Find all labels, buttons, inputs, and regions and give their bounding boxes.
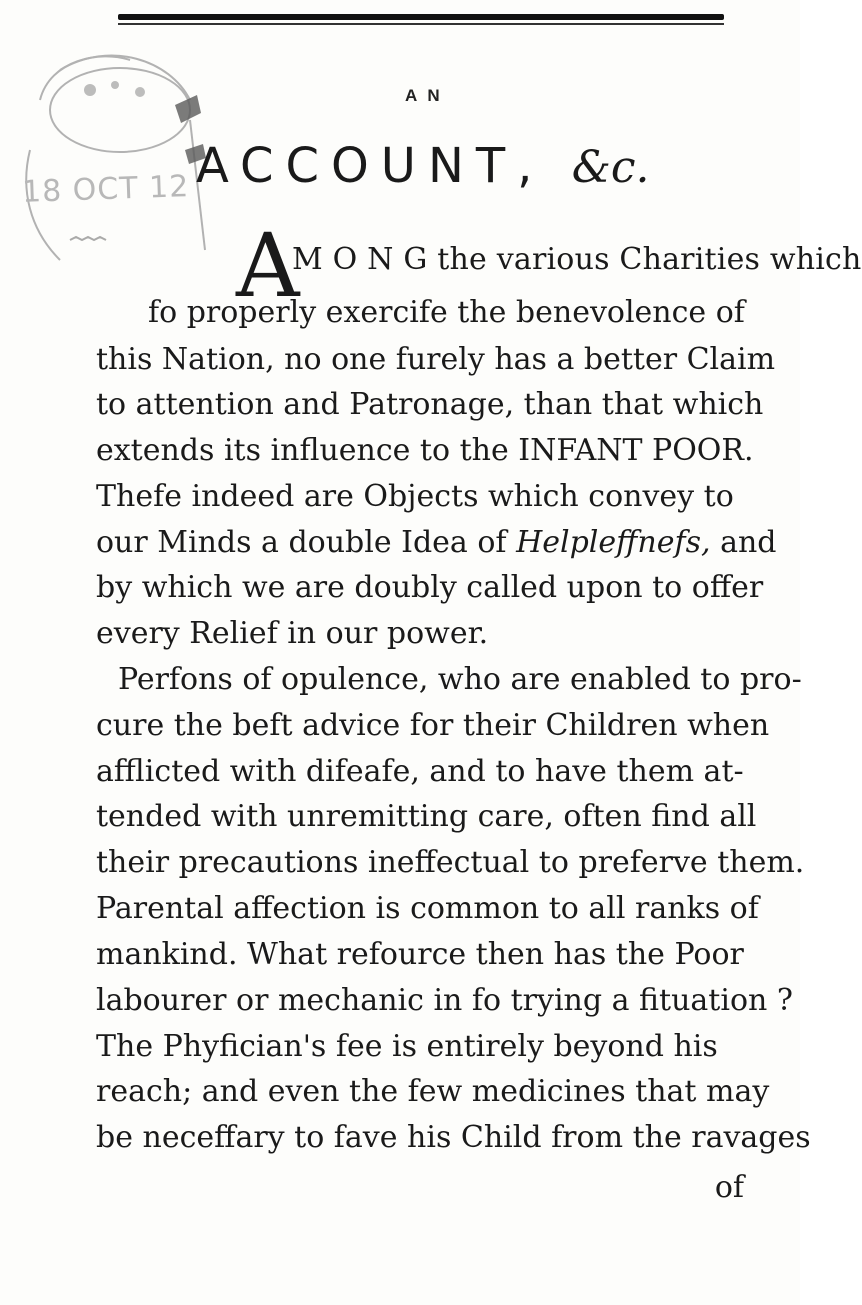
text-line-9: every Relief in our power.: [96, 616, 489, 651]
text-line-16: mankind. What refource then has the Poor: [96, 937, 744, 972]
text-line-19: reach; and even the few medicines that may: [96, 1074, 770, 1109]
text-line-18: The Phyfician's fee is entirely beyond his: [96, 1029, 718, 1064]
text-line-15: Parental affection is common to all ranks of: [96, 891, 759, 926]
title-main: ACCOUNT,: [196, 138, 545, 194]
text-line-7: [96, 525, 777, 560]
text-line-7-italic: Helpleffnefs,: [516, 525, 711, 560]
text-line-20: be neceffary to fave his Child from the ravages: [96, 1120, 811, 1155]
drop-cap: A: [236, 214, 300, 317]
text-line-4: to attention and Patronage, than that which: [96, 387, 764, 422]
title-suffix: &c.: [571, 142, 650, 193]
header-small-title: A N: [405, 86, 443, 105]
text-line-13: tended with unremitting care, often find all: [96, 799, 757, 834]
text-line-3: this Nation, no one furely has a better Claim: [96, 342, 776, 377]
catchword: of: [714, 1170, 744, 1205]
top-rule-thin: [118, 23, 724, 25]
text-line-7-a: our Minds a double Idea of: [96, 525, 507, 560]
text-line-17: labourer or mechanic in fo trying a fituation ?: [96, 983, 793, 1018]
stamp-date: 18 OCT 12: [21, 169, 190, 210]
text-line-5: extends its influence to the INFANT POOR.: [96, 433, 754, 468]
text-line-12: afflicted with difeafe, and to have them at-: [96, 754, 744, 789]
text-line-10: Perfons of opulence, who are enabled to pro-: [118, 662, 802, 697]
text-line-11: cure the beft advice for their Children when: [96, 708, 770, 743]
text-line-8: by which we are doubly called upon to offer: [96, 570, 764, 605]
text-line-14: their precautions ineffectual to preferve them.: [96, 845, 805, 880]
text-line-6: Thefe indeed are Objects which convey to: [96, 479, 734, 514]
page-title: [196, 138, 649, 194]
library-stamp: [0, 30, 230, 390]
stamp-seal-icon: [0, 30, 230, 390]
text-line-7-b: and: [720, 525, 777, 560]
top-rule: [118, 14, 724, 20]
text-line-2: fo properly exercife the benevolence of: [148, 295, 745, 330]
text-line-1: M O N G the various Charities which: [292, 242, 862, 277]
